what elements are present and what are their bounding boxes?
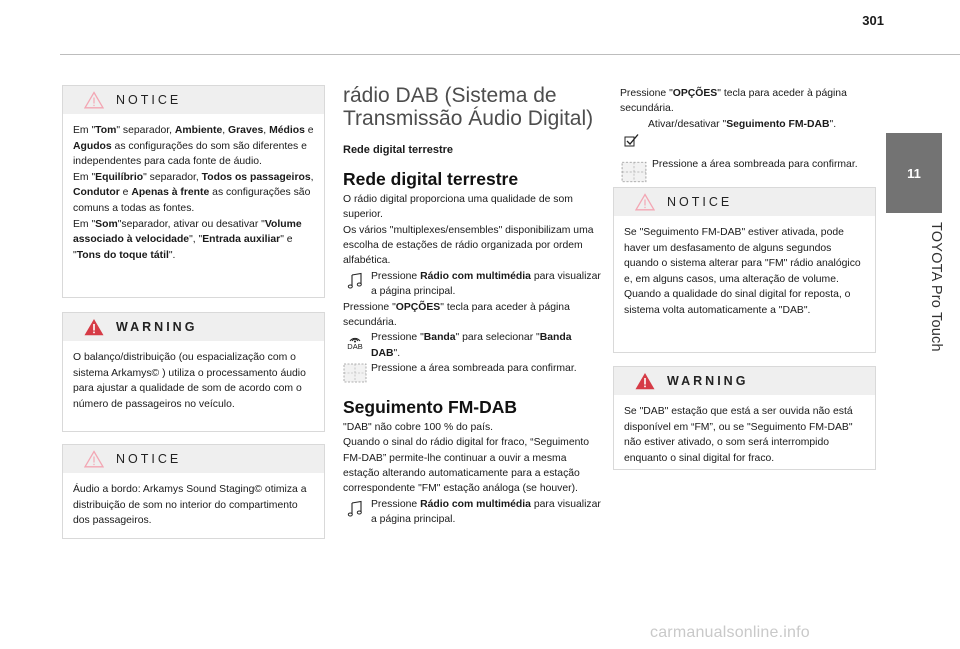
notice-title-3: NOTICE	[667, 195, 733, 209]
warning-header	[63, 313, 324, 341]
step-text: Pressione Rádio com multimédia para visualizar a página principal.	[371, 498, 601, 526]
step-text: Pressione "Banda" para selecionar "Banda DAB".	[371, 332, 572, 359]
notice-triangle-icon	[84, 450, 104, 468]
notice-box-3	[613, 187, 876, 353]
header-divider	[60, 54, 960, 55]
warning-header-2	[614, 367, 875, 395]
section-title: rádio DAB (Sistema de Transmissão Áudio Digital)	[343, 84, 594, 130]
chapter-number: 11	[907, 165, 921, 181]
warning-text-2: Se "DAB" estação que está a ser ouvida não está disponível em “FM”, ou se "Seguimento FM-DAB" não estiver ativado, o som será interrompido enquanto o sinal digital for fraco.	[624, 406, 853, 464]
paragraph-options-right: Pressione "OPÇÕES" tecla para aceder à página secundária.	[620, 88, 847, 115]
notice-title-2: NOTICE	[116, 452, 182, 466]
step-radio-multimedia-2	[343, 497, 601, 528]
step-banda	[343, 330, 601, 361]
step-text: Ativar/desativar "Seguimento FM-DAB".	[648, 118, 837, 130]
notice-box-2	[62, 444, 325, 539]
paragraph-multiplexes: Os vários "multiplexes/ensembles" disponibilizam uma escolha de estações de rádio organizada por ordem alfabética.	[343, 224, 594, 267]
shaded-area-icon	[620, 157, 648, 187]
step-confirm	[343, 361, 601, 385]
warning-text: O balanço/distribuição (ou espacialização com o sistema Arkamys© ) utiliza o processamento áudio para ajustar a qualidade de som de acordo com o número de passageiros no veículo.	[73, 352, 306, 410]
step-radio-multimedia	[343, 269, 601, 300]
chapter-tab[interactable]	[886, 133, 942, 213]
notice-body	[63, 114, 324, 271]
middle-column	[343, 84, 601, 528]
dab-icon: DAB	[343, 330, 367, 354]
paragraph-weak-signal: Quando o sinal do rádio digital for fraco, “Seguimento FM-DAB” permite-lhe continuar a ouvir a mesma estação alterando automaticamente para a estação correspondente "FM" estação análoga (se houver).	[343, 437, 590, 495]
notice-body-3	[614, 216, 875, 327]
paragraph-coverage: "DAB" não cobre 100 % do país.	[343, 421, 494, 433]
warning-title: WARNING	[116, 320, 198, 334]
step-toggle-seguimento	[620, 117, 876, 147]
notice-text-2: Áudio a bordo: Arkamys Sound Staging© otimiza a distribuição de som no interior do compartimento dos passageiros.	[73, 484, 307, 527]
music-note-icon	[343, 269, 367, 293]
step-text: Pressione Rádio com multimédia para visualizar a página principal.	[371, 270, 601, 298]
notice-box	[62, 85, 325, 298]
notice-header-3	[614, 188, 875, 216]
notice-paragraph: Se "Seguimento FM-DAB" estiver ativada, pode haver um desfasamento de alguns segundos quando o sistema alterar para "FM" rádio analógico e, em alguns casos, uma alteração de volume.	[624, 227, 861, 285]
page-number: 301	[862, 13, 884, 28]
heading-rede-digital: Rede digital terrestre	[343, 169, 519, 190]
warning-title-2: WARNING	[667, 374, 749, 388]
paragraph-quality: O rádio digital proporciona uma qualidade de som superior.	[343, 193, 573, 221]
notice-paragraph-2: Em "Equilíbrio" separador, Todos os passageiros, Condutor e Apenas à frente as configurações são comuns a todas as fontes.	[73, 171, 314, 214]
step-text: Pressione a área sombreada para confirmar.	[371, 363, 577, 375]
chapter-title: TOYOTA Pro Touch	[928, 222, 944, 352]
notice-paragraph-3: Em "Som"separador, ativar ou desativar "Volume associado à velocidade", "Entrada auxiliar" e "Tons do toque tátil".	[73, 218, 302, 261]
heading-seguimento: Seguimento FM-DAB	[343, 397, 518, 418]
notice-paragraph: Quando a qualidade do sinal digital for reposta, o sistema volta automaticamente a "DAB".	[624, 289, 851, 316]
warning-box	[62, 312, 325, 432]
music-note-icon	[343, 497, 367, 521]
shaded-area-icon	[343, 361, 367, 385]
notice-header	[63, 86, 324, 114]
section-subtitle: Rede digital terrestre	[343, 144, 454, 156]
step-text: Pressione a área sombreada para confirmar.	[652, 158, 858, 170]
notice-paragraph-1: Em "Tom" separador, Ambiente, Graves, Médios e Agudos as configurações do som são diferentes e independentes para cada fonte de áudio.	[73, 125, 314, 168]
right-column	[620, 86, 876, 187]
notice-triangle-icon	[635, 193, 655, 211]
step-confirm-right	[620, 157, 876, 187]
paragraph-options: Pressione "OPÇÕES" tecla para aceder à página secundária.	[343, 301, 570, 329]
notice-title: NOTICE	[116, 93, 182, 107]
checkbox-icon	[620, 117, 644, 147]
notice-triangle-icon	[84, 91, 104, 109]
warning-box-2	[613, 366, 876, 470]
watermark: carmanualsonline.info	[650, 624, 810, 641]
notice-header-2	[63, 445, 324, 473]
warning-triangle-icon	[635, 372, 655, 390]
warning-triangle-icon	[84, 318, 104, 336]
